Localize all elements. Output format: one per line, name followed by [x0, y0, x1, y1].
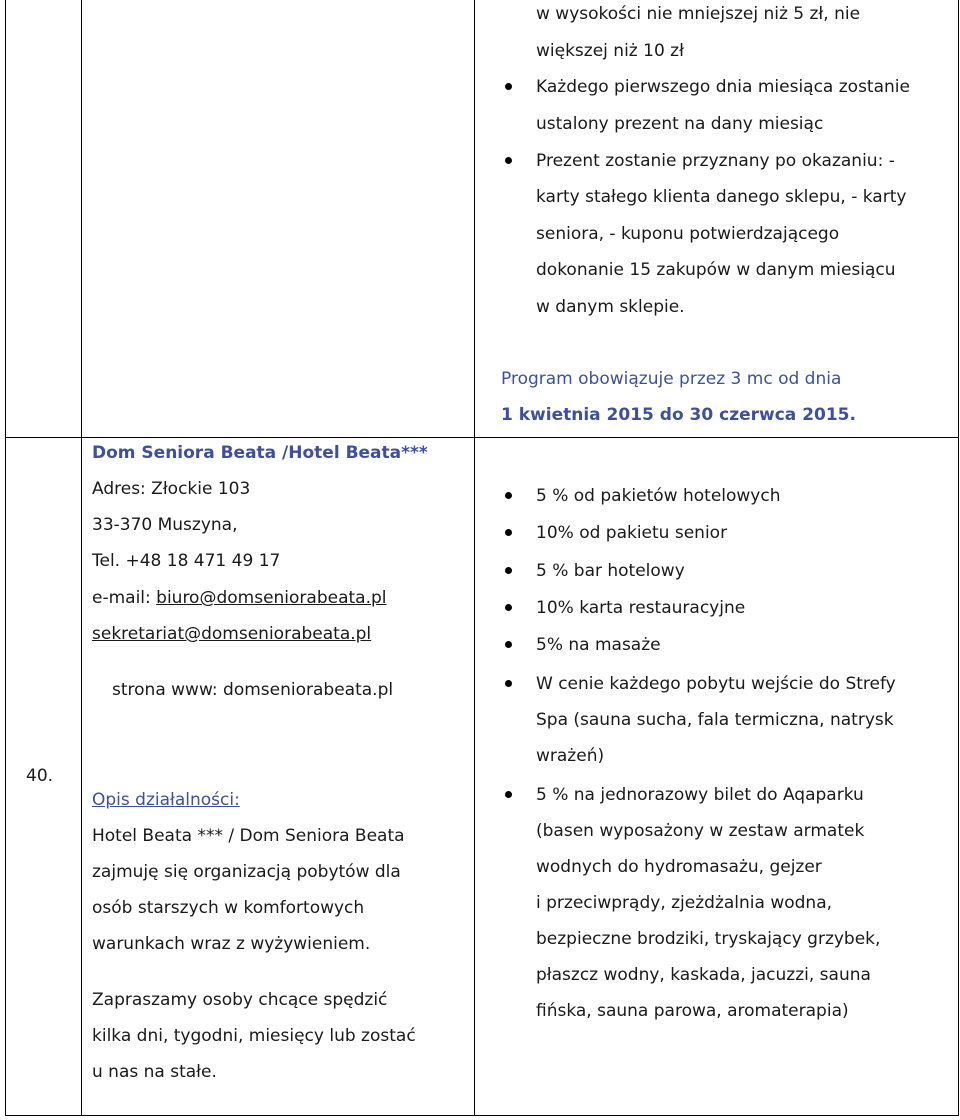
bullet-line: dokonanie 15 zakupów w danym miesiącu	[536, 260, 896, 280]
invite-line: kilka dni, tygodni, miesięcy lub zostać	[92, 1026, 416, 1046]
discount-line: fińska, sauna parowa, aromaterapia)	[536, 1001, 849, 1021]
program-period-dates: 1 kwietnia 2015 do 30 czerwca 2015.	[501, 405, 856, 425]
continuation-line: większej niż 10 zł	[536, 41, 684, 61]
table-border-right	[958, 0, 959, 1116]
email-link-sekretariat[interactable]: sekretariat@domseniorabeata.pl	[92, 624, 372, 644]
email-link-biuro[interactable]: biuro@domseniorabeata.pl	[156, 588, 387, 608]
discount-line: W cenie każdego pobytu wejście do Strefy	[536, 674, 896, 694]
row-divider	[5, 437, 959, 438]
bullet-line: karty stałego klienta danego sklepu, - karty	[536, 187, 907, 207]
phone: Tel. +48 18 471 49 17	[92, 551, 281, 571]
discount-line: 10% karta restauracyjne	[536, 598, 746, 618]
discount-line: (basen wyposażony w zestaw armatek	[536, 821, 865, 841]
description-line: osób starszych w komfortowych	[92, 898, 365, 918]
description-line: warunkach wraz z wyżywieniem.	[92, 934, 371, 954]
description-line: zajmuję się organizacją pobytów dla	[92, 862, 401, 882]
bullet-icon	[505, 157, 512, 164]
discount-line: wrażeń)	[536, 746, 605, 766]
discount-line: Spa (sauna sucha, fala termiczna, natrysk	[536, 710, 894, 730]
row-number: 40.	[26, 766, 54, 786]
postal-code: 33-370 Muszyna,	[92, 515, 238, 535]
invite-line: u nas na stałe.	[92, 1062, 217, 1082]
table-border-col1	[81, 0, 82, 1116]
email-label: e-mail:	[92, 588, 157, 608]
bullet-line: Prezent zostanie przyznany po okazaniu: -	[536, 151, 895, 171]
table-border-col2	[474, 0, 475, 1116]
table-border-bottom	[5, 1115, 959, 1116]
facility-name: Dom Seniora Beata /Hotel Beata***	[92, 443, 428, 463]
bullet-line: w danym sklepie.	[536, 297, 685, 317]
table-border-left	[5, 0, 6, 1116]
email-row	[92, 587, 387, 609]
program-period-line: Program obowiązuje przez 3 mc od dnia	[501, 369, 842, 389]
description-heading: Opis działalności:	[92, 790, 240, 810]
discount-line: płaszcz wodny, kaskada, jacuzzi, sauna	[536, 965, 871, 985]
invite-line: Zapraszamy osoby chcące spędzić	[92, 990, 388, 1010]
discount-line: i przeciwprądy, zjeżdżalnia wodna,	[536, 893, 833, 913]
bullet-line: ustalony prezent na dany miesiąc	[536, 114, 824, 134]
discount-line: 5% na masaże	[536, 635, 661, 655]
bullet-line: Każdego pierwszego dnia miesiąca zostanie	[536, 77, 910, 97]
discount-line: 10% od pakietu senior	[536, 523, 728, 543]
continuation-line: w wysokości nie mniejszej niż 5 zł, nie	[536, 4, 861, 24]
bullet-line: seniora, - kuponu potwierdzającego	[536, 224, 840, 244]
bullet-icon	[505, 529, 512, 536]
website: strona www: domseniorabeata.pl	[112, 680, 394, 700]
discount-line: bezpieczne brodziki, tryskający grzybek,	[536, 929, 881, 949]
bullet-icon	[505, 641, 512, 648]
discount-line: 5 % na jednorazowy bilet do Aqaparku	[536, 785, 864, 805]
discount-line: wodnych do hydromasażu, gejzer	[536, 857, 822, 877]
bullet-icon	[505, 604, 512, 611]
address: Adres: Złockie 103	[92, 479, 251, 499]
discount-line: 5 % bar hotelowy	[536, 561, 685, 581]
bullet-icon	[505, 492, 512, 499]
bullet-icon	[505, 83, 512, 90]
bullet-icon	[505, 791, 512, 798]
bullet-icon	[505, 680, 512, 687]
bullet-icon	[505, 567, 512, 574]
discount-line: 5 % od pakietów hotelowych	[536, 486, 781, 506]
description-line: Hotel Beata *** / Dom Seniora Beata	[92, 826, 405, 846]
